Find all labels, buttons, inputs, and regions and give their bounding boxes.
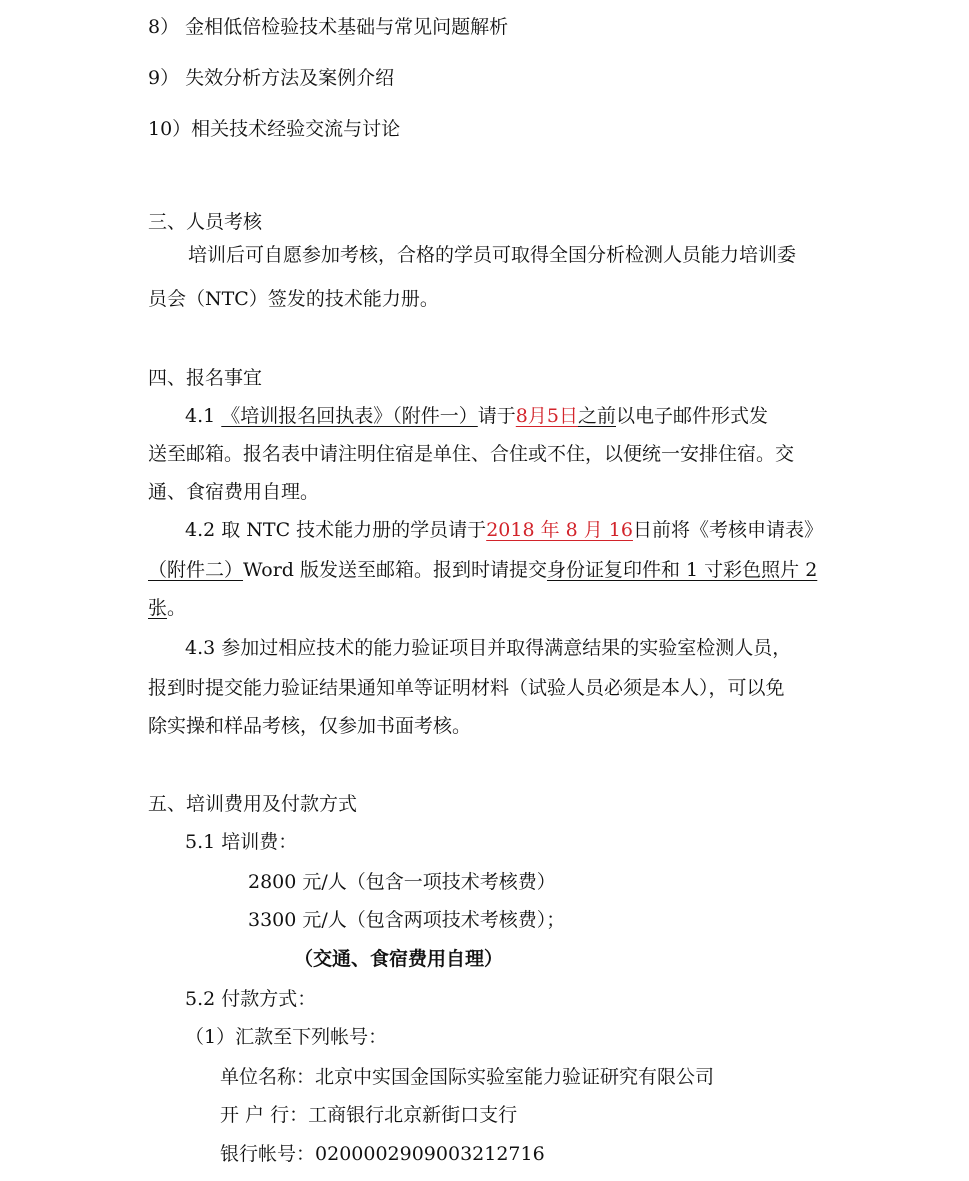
bank-row: [220, 1101, 517, 1129]
para-4-2-post: 日前将《考核申请表》: [632, 519, 823, 541]
fee-two-tests: 3300 元/人（包含两项技术考核费）；: [248, 909, 566, 931]
registration-form-ref: 《培训报名回执表》（附件一）: [221, 405, 478, 427]
section-5-heading: 五、培训费用及付款方式: [148, 793, 358, 815]
ntc-deadline-date: 2018 年 8 月 16: [486, 519, 633, 541]
topic-item-10: 10）相关技术经验交流与讨论: [148, 118, 401, 140]
unit-name-row: [220, 1063, 714, 1091]
section-3-text-line2: 员会（NTC）签发的技术能力册。: [148, 288, 439, 310]
remit-instruction: （1）汇款至下列帐号：: [185, 1026, 388, 1048]
para-4-1-num: 4.1: [185, 405, 222, 427]
account-label: 银行帐号：: [220, 1143, 316, 1165]
para-4-2-line3: [148, 594, 186, 622]
para-4-1-line3: 通、食宿费用自理。: [148, 481, 320, 503]
deadline-before: 之前: [577, 405, 616, 427]
deadline-date: 8月5日: [515, 405, 578, 427]
fee-label: 5.1 培训费：: [185, 831, 298, 853]
section-4-heading: 四、报名事宜: [148, 367, 263, 389]
bank-label: 开 户 行：: [220, 1104, 309, 1126]
attachment-2-ref: （附件二）: [148, 559, 244, 581]
para-4-3-line3: 除实操和样品考核，仅参加书面考核。: [148, 715, 472, 737]
para-4-3-line2: 报到时提交能力验证结果通知单等证明材料（试验人员必须是本人），可以免: [148, 677, 785, 699]
para-4-2-num: 4.2: [185, 519, 222, 541]
fee-note: （交通、食宿费用自理）: [294, 948, 504, 970]
para-4-2-mid: Word 版发送至邮箱。报到时请提交: [243, 559, 547, 581]
bank-value: 工商银行北京新街口支行: [308, 1104, 518, 1126]
payment-method-label: 5.2 付款方式：: [185, 988, 317, 1010]
para-4-1-pre: 请于: [477, 405, 516, 427]
para-4-2-pre: 取 NTC 技术能力册的学员请于: [221, 519, 487, 541]
account-value: 0200002909003212716: [315, 1143, 545, 1165]
id-photo-requirement-end: 张: [148, 597, 168, 619]
para-4-3-line1: 4.3 参加过相应技术的能力验证项目并取得满意结果的实验室检测人员，: [185, 637, 792, 659]
account-row: [220, 1140, 545, 1168]
para-4-1-post: 以电子邮件形式发: [616, 405, 769, 427]
para-4-2-line2: [148, 556, 817, 584]
fee-one-test: 2800 元/人（包含一项技术考核费）: [248, 871, 556, 893]
unit-name-value: 北京中实国金国际实验室能力验证研究有限公司: [315, 1066, 715, 1088]
id-photo-requirement: 身份证复印件和 1 寸彩色照片 2: [546, 559, 818, 581]
topic-item-9: 9） 失效分析方法及案例介绍: [148, 67, 395, 89]
topic-item-8: 8） 金相低倍检验技术基础与常见问题解析: [148, 16, 509, 38]
section-3-heading: 三、人员考核: [148, 211, 263, 233]
para-4-1-line1: [185, 402, 768, 430]
section-3-text-line1: 培训后可自愿参加考核，合格的学员可取得全国分析检测人员能力培训委: [188, 244, 797, 266]
unit-name-label: 单位名称：: [220, 1066, 316, 1088]
para-4-1-line2: 送至邮箱。报名表中请注明住宿是单住、合住或不住，以便统一安排住宿。交: [148, 443, 795, 465]
para-4-2-end: 。: [167, 597, 187, 619]
para-4-2-line1: [185, 516, 823, 544]
